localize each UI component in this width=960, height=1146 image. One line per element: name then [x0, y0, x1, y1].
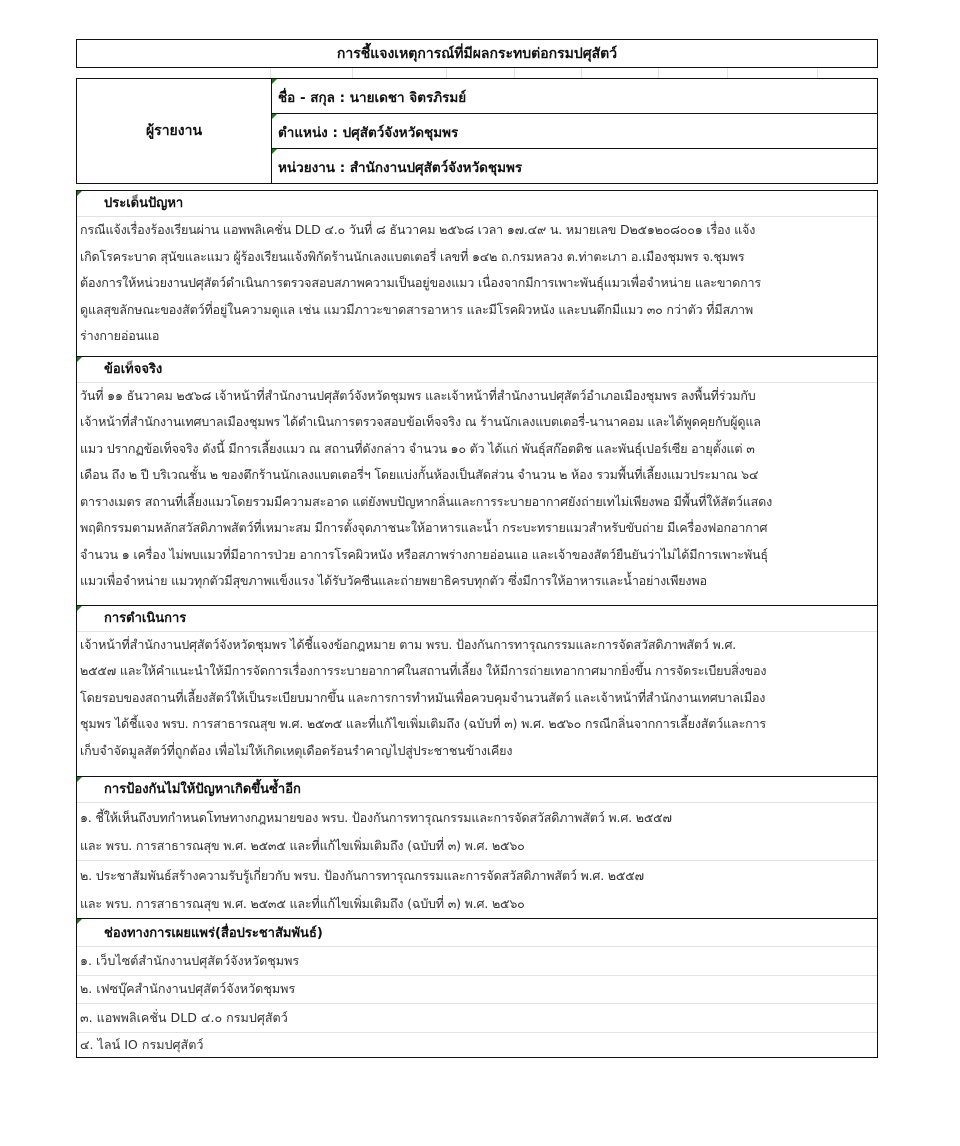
body-line: จำนวน ๑ เครื่อง ไม่พบแมวที่มีอาการป่วย อาการโรคผิวหนัง หรือสภาพร่างกายอ่อนแอ และเจ้าของสัตว์ยืนยันว่าไม่ได้มีการเพาะพันธุ์ — [80, 546, 768, 562]
reporter-block — [76, 78, 878, 184]
comment-marker-icon — [77, 777, 82, 782]
section-prevention-header — [77, 777, 877, 803]
gridline — [727, 68, 728, 78]
section-actions-header — [77, 606, 877, 632]
reporter-agency: หน่วยงาน : สำนักงานปศุสัตว์จังหวัดชุมพร — [278, 160, 523, 176]
section-prevention — [76, 777, 878, 919]
reporter-position: ตำแหน่ง : ปศุสัตว์จังหวัดชุมพร — [278, 125, 459, 141]
body-line: ๒๕๕๗ และให้คำแนะนำให้มีการจัดการเรื่องการระบายอากาศในสถานที่เลี้ยง ให้มีการถ่ายเทอากาศมากยิ่งขึ้น การจัดระเบียบสิ่งของ — [80, 663, 767, 679]
spacer — [77, 595, 877, 605]
section-header-text: การป้องกันไม่ให้ปัญหาเกิดขึ้นซ้ำอีก — [104, 782, 301, 797]
prevention-item-line: และ พรบ. การสาธารณสุข พ.ศ. ๒๕๓๕ และที่แก้ไขเพิ่มเติมถึง (ฉบับที่ ๓) พ.ศ. ๒๕๖๐ — [80, 896, 525, 911]
gridline — [446, 68, 447, 78]
comment-marker-icon — [77, 357, 82, 362]
gridline — [270, 68, 271, 78]
channel-item: ๒. เฟซบุ๊คสำนักงานปศุสัตว์จังหวัดชุมพร — [77, 976, 877, 1005]
channel-item: ๔. ไลน์ IO กรมปศุสัตว์ — [80, 1036, 204, 1052]
spacer — [77, 350, 877, 356]
body-line: วันที่ ๑๑ ธันวาคม ๒๕๖๘ เจ้าหน้าที่สำนักงานปศุสัตว์จังหวัดชุมพร และเจ้าหน้าที่สำนักงานปศุสัตว์อำเภอเมืองชุมพร ลงพื้นที่ร่วมกับ — [80, 387, 756, 403]
comment-marker-icon — [272, 79, 277, 84]
prevention-item — [77, 803, 877, 861]
prevention-item-line: และ พรบ. การสาธารณสุข พ.ศ. ๒๕๓๕ และที่แก้ไขเพิ่มเติมถึง (ฉบับที่ ๓) พ.ศ. ๒๕๖๐ — [80, 838, 525, 853]
spacer — [77, 764, 877, 776]
gridline — [352, 68, 353, 78]
prevention-item-line: ๒. ประชาสัมพันธ์สร้างความรับรู้เกี่ยวกับ พรบ. ป้องกันการทารุณกรรมและการจัดสวัสดิภาพสัตว์ พ.ศ. ๒๕๕๗ — [80, 867, 644, 883]
body-line: แมวเพื่อจำหน่าย แมวทุกตัวมีสุขภาพแข็งแรง ได้รับวัคซีนและถ่ายพยาธิครบทุกตัว ซึ่งมีการให้อาหารและน้ำอย่างเพียงพอ — [80, 573, 707, 589]
section-header-text: ประเด็นปัญหา — [104, 196, 184, 211]
comment-marker-icon — [77, 919, 82, 924]
gridline — [581, 68, 582, 78]
body-line: แมว ปรากฏข้อเท็จจริง ดังนี้ มีการเลี้ยงแมว ณ สถานที่ดังกล่าว จำนวน ๑๐ ตัว ได้แก่ พันธุ์สก๊อตติช และพันธุ์เปอร์เซีย อายุตั้งแต่ ๓ — [80, 440, 755, 456]
body-line: เดือน ถึง ๒ ปี บริเวณชั้น ๒ ของตึกร้านนักเลงแบตเตอรี่ฯ โดยแบ่งกั้นห้องเป็นสัดส่วน จำนวน ๒ ห้อง รวมพื้นที่เลี้ยงแมวประมาณ ๖๔ — [80, 467, 759, 483]
body-line: ดูแลสุขลักษณะของสัตว์ที่อยู่ในความดูแล เช่น แมวมีภาวะขาดสารอาหาร และมีโรคผิวหนัง และบนตึกมีแมว ๓๐ กว่าตัว ที่มีสภาพ — [80, 301, 754, 317]
body-line: โดยรอบของสถานที่เลี้ยงสัตว์ให้เป็นระเบียบมากขึ้น และการการทำหมันเพื่อควบคุมจำนวนสัตว์ และเจ้าหน้าที่สำนักงานเทศบาลเมือง — [80, 689, 766, 705]
reporter-name: ชื่อ - สกุล : นายเดชา จิตรภิรมย์ — [278, 90, 467, 106]
spreadsheet-gridline-row — [76, 68, 878, 78]
section-channels — [76, 919, 878, 1058]
section-issue-header — [77, 191, 877, 217]
gridline — [817, 68, 818, 78]
body-line: เจ้าหน้าที่สำนักงานเทศบาลเมืองชุมพร ได้ดำเนินการตรวจสอบข้อเท็จจริง ณ ร้านนักเลงแบตเตอรี่-นานาคอม และได้พูดคุยกับผู้ดูแล — [80, 414, 761, 430]
gridline — [514, 68, 515, 78]
section-channels-header — [77, 919, 877, 947]
body-line: ร่างกายอ่อนแอ — [80, 328, 160, 344]
comment-marker-icon — [77, 191, 82, 196]
reporter-agency-cell[interactable] — [272, 148, 877, 183]
body-line: ชุมพร ได้ชี้แจง พรบ. การสาธารณสุข พ.ศ. ๒๕๓๕ และที่แก้ไขเพิ่มเติมถึง (ฉบับที่ ๓) พ.ศ. ๒๕๖๐ กรณีกลิ่นจากการเลี้ยงสัตว์และการ — [80, 716, 766, 732]
reporter-label: ผู้รายงาน — [77, 79, 272, 183]
body-line: เก็บจำจัดมูลสัตว์ที่ถูกต้อง เพื่อไม่ให้เกิดเหตุเดือดร้อนรำคาญไปสู่ประชาชนข้างเคียง — [80, 742, 513, 758]
section-facts-header — [77, 357, 877, 383]
section-header-text: การดำเนินการ — [104, 610, 187, 626]
section-header-text: ข้อเท็จจริง — [104, 361, 163, 377]
body-line: พฤติกรรมตามหลักสวัสดิภาพสัตว์ที่เหมาะสม มีการตั้งจุดภาชนะให้อาหารและน้ำ กระบะทรายแมวสำหรับขับถ่าย มีเครื่องฟอกอากาศ — [80, 520, 768, 536]
gridline — [658, 68, 659, 78]
body-line: กรณีแจ้งเรื่องร้องเรียนผ่าน แอพพลิเคชั่น DLD ๔.๐ วันที่ ๘ ธันวาคม ๒๕๖๘ เวลา ๑๗.๔๙ น. หมายเลข D๒๕๑๒๐๘๐๐๑ เรื่อง แจ้ง — [80, 222, 756, 238]
section-actions — [76, 606, 878, 778]
channel-item: ๓. แอพพลิเคชั่น DLD ๔.๐ กรมปศุสัตว์ — [77, 1004, 877, 1033]
document-title-text: การชี้แจงเหตุการณ์ที่มีผลกระทบต่อกรมปศุสัตว์ — [336, 45, 618, 62]
reporter-fields — [272, 79, 877, 183]
body-line: เกิดโรคระบาด สุนัขและแมว ผู้ร้องเรียนแจ้งพิกัดร้านนักเลงแบตเตอรี่ เลขที่ ๑๔๒ ถ.กรมหลวง ต.ท่าตะเภา อ.เมืองชุมพร จ.ชุมพร — [80, 248, 745, 264]
body-line: ตารางเมตร สถานที่เลี้ยงแมวโดยรวมมีความสะอาด แต่ยังพบปัญหากลิ่นและการระบายอากาศยังถ่ายเทไม่เพียงพอ มีพื้นที่ให้สัตว์แสดง — [80, 493, 773, 509]
comment-marker-icon — [77, 606, 82, 611]
section-issue — [76, 190, 878, 357]
comment-marker-icon — [272, 149, 277, 154]
body-line: เจ้าหน้าที่สำนักงานปศุสัตว์จังหวัดชุมพร ได้ชี้แจงข้อกฎหมาย ตาม พรบ. ป้องกันการทารุณกรรมและการจัดสวัสดิภาพสัตว์ พ.ศ. — [80, 636, 737, 652]
channel-item: ๑. เว็บไซต์สำนักงานปศุสัตว์จังหวัดชุมพร — [77, 947, 877, 976]
body-line: ต้องการให้หน่วยงานปศุสัตว์ดำเนินการตรวจสอบสภาพความเป็นอยู่ของแมว เนื่องจากมีการเพาะพันธุ์แมวเพื่อจำหน่าย และขาดการ — [80, 275, 761, 291]
document-title — [76, 39, 878, 68]
reporter-name-cell[interactable] — [272, 79, 877, 113]
reporter-position-cell[interactable] — [272, 113, 877, 148]
report-sheet — [76, 39, 878, 1058]
prevention-item-line: ๑. ชี้ให้เห็นถึงบทกำหนดโทษทางกฎหมายของ พรบ. ป้องกันการทารุณกรรมและการจัดสวัสดิภาพสัตว์ พ.ศ. ๒๕๕๗ — [80, 809, 672, 825]
prevention-item — [77, 861, 877, 918]
section-facts — [76, 357, 878, 606]
comment-marker-icon — [272, 114, 277, 119]
section-header-text: ช่องทางการเผยแพร่(สื่อประชาสัมพันธ์) — [104, 926, 323, 941]
